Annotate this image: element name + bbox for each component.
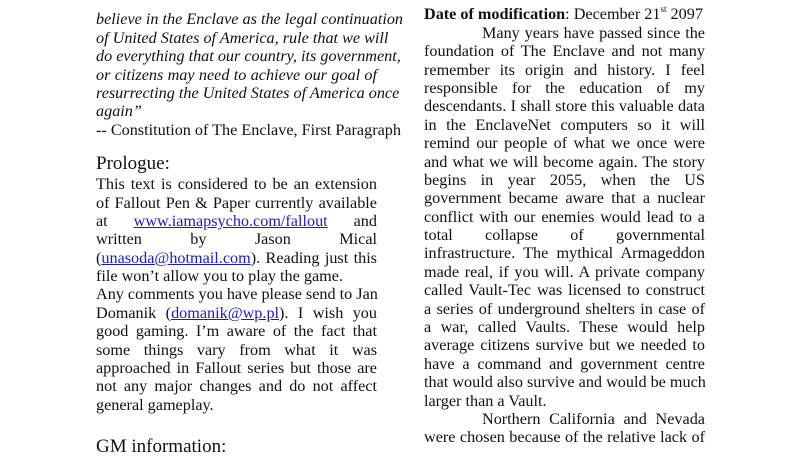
quote-source: -- Constitution of The Enclave, First Paragraph	[96, 120, 401, 139]
right-column	[424, 0, 705, 447]
text-line: average citizens survive but we needed to	[424, 336, 705, 355]
text-line: a war, called Vaults. These would help	[424, 318, 705, 337]
quote-line: of United States of America, rule that we will	[96, 28, 389, 47]
text-line: This text is considered to be an extension	[96, 175, 377, 194]
left-column	[96, 0, 404, 458]
quote-line: or citizens may need to achieve our goal of	[96, 65, 377, 84]
date-year: 2097	[666, 5, 703, 24]
date-label: Date of modification	[424, 5, 566, 24]
text-line: general gameplay.	[96, 395, 214, 414]
text-line: in the EnclaveNet computers so it will	[424, 115, 705, 134]
quote-line: believe in the Enclave as the legal continuation	[96, 10, 404, 29]
story-text	[424, 24, 705, 447]
text-line: were chosen because of the relative lack of	[424, 428, 705, 447]
text-line: have a command and government centre	[424, 354, 705, 373]
text-line: Northern California and Nevada	[482, 409, 705, 428]
text: written	[96, 230, 142, 249]
text-line: total collapse of governmental	[424, 226, 705, 245]
text: (	[96, 248, 102, 267]
text-line: of Fallout Pen & Paper currently available	[96, 193, 377, 212]
quote-line: do everything that our country, its government,	[96, 47, 401, 66]
constitution-quote	[96, 10, 404, 121]
text: ). I wish you	[279, 303, 377, 322]
text-line: a series of underground shelters in case of	[424, 299, 705, 318]
text-line: made real, if you will. A private company	[424, 262, 705, 281]
text-line: infrastructure. The mythical Armageddon	[424, 244, 705, 263]
text-line: approached in Fallout series but those are	[96, 359, 377, 378]
date-of-modification	[424, 5, 705, 23]
text-line: Many years have passed since the	[482, 23, 705, 42]
text-line: remember its origin and history. I feel	[424, 60, 705, 79]
text-line: and what we will become again. The story	[424, 152, 705, 171]
text-line: called Vault-Tec was licensed to construct	[424, 281, 705, 300]
text-line: not any major changes and do not affect	[96, 377, 377, 396]
prologue-text	[96, 175, 377, 414]
text-line: larger than a Vault.	[424, 391, 547, 410]
gm-information-heading: GM information:	[96, 436, 227, 458]
text-line: foundation of The Enclave and not many	[424, 42, 705, 61]
text-line	[96, 230, 377, 248]
website-link[interactable]: www.iamapsycho.com/fallout	[133, 211, 328, 230]
text-line	[96, 212, 377, 230]
quote-line: again”	[96, 102, 142, 121]
text-line: government became aware that a nuclear	[424, 189, 705, 208]
text: ). Reading just this	[250, 248, 377, 267]
text: Mical	[339, 230, 378, 249]
text: by	[190, 230, 207, 249]
text: Domanik (	[96, 303, 172, 322]
date-suffix: st	[660, 4, 667, 15]
text-line	[96, 304, 377, 322]
text-line: descendants. I shall store this valuable data	[424, 97, 705, 116]
email-link-unasoda[interactable]: unasoda@hotmail.com	[101, 248, 251, 267]
text: and	[353, 211, 377, 230]
text-line: remind our people of what we once were	[424, 134, 705, 153]
text-line	[96, 249, 377, 267]
text: Jason	[254, 230, 291, 249]
text-line: good gaming. I’m aware of the fact that	[96, 322, 377, 341]
text-line: conflict with our enemies would lead to a	[424, 207, 705, 226]
text-line: file won’t allow you to play the game.	[96, 267, 343, 286]
quote-line: resurrecting the United States of America once	[96, 83, 400, 102]
text: at	[96, 211, 108, 230]
date-value: : December 21	[565, 5, 661, 24]
text-line: begins in year 2055, when the US	[424, 170, 705, 189]
text-line: some things vary from what it was	[96, 340, 377, 359]
text-line: responsible for the education of my	[424, 78, 705, 97]
email-link-domanik[interactable]: domanik@wp.pl	[171, 303, 280, 322]
prologue-heading: Prologue:	[96, 153, 170, 175]
text-line: Any comments you have please send to Jan	[96, 285, 378, 304]
text-line: that would also survive and would be much	[424, 373, 706, 392]
